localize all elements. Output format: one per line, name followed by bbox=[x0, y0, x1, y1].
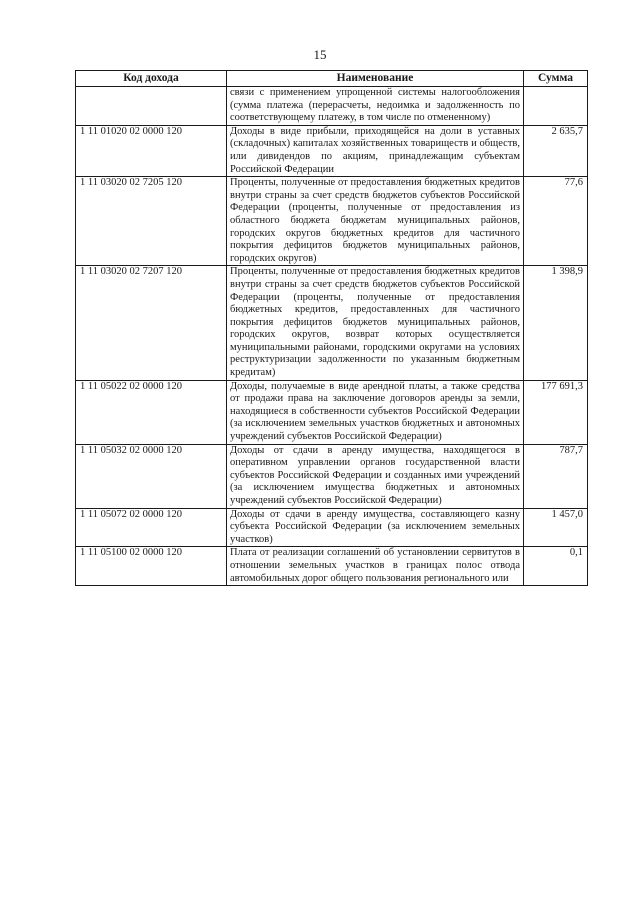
table-row bbox=[76, 547, 588, 586]
table-row bbox=[76, 508, 588, 547]
header-name: Наименование bbox=[227, 71, 524, 87]
table-row bbox=[76, 87, 588, 126]
row-name: Доходы, получаемые в виде арендной платы, а также средства от продажи права на заключение договоров аренды за земли, находящиеся в собственности субъектов Российской Федерации (за исключением земельных участков бюджетных и автономных учреждений субъектов Российской Федерации) bbox=[227, 380, 524, 444]
row-sum: 77,6 bbox=[524, 177, 588, 266]
row-name: связи с применением упрощенной системы налогообложения (сумма платежа (перерасчеты, недоимка и задолженность по соответствующему платежу, в том числе по отмененному) bbox=[227, 87, 524, 126]
table-row bbox=[76, 125, 588, 176]
row-code: 1 11 05022 02 0000 120 bbox=[76, 380, 227, 444]
row-name: Проценты, полученные от предоставления бюджетных кредитов внутри страны за счет средств бюджетов субъектов Российской Федерации (проценты, полученные от предоставления бюджетных кредитов, предоставленных для частичного покрытия дефицитов бюджетов муниципальных районов, городских округов, возврат которых осуществляется муниципальными районами, городскими округами на условиях реструктуризации задолженности по указанным бюджетным кредитам) bbox=[227, 266, 524, 380]
table-row bbox=[76, 444, 588, 508]
header-sum: Сумма bbox=[524, 71, 588, 87]
row-code: 1 11 03020 02 7207 120 bbox=[76, 266, 227, 380]
table-row bbox=[76, 266, 588, 380]
table-header-row bbox=[76, 71, 588, 87]
row-sum: 177 691,3 bbox=[524, 380, 588, 444]
row-name: Доходы от сдачи в аренду имущества, находящегося в оперативном управлении органов государственной власти субъектов Российской Федерации и созданных ими учреждений (за исключением имущества бюджетных и автономных учреждений субъектов Российской Федерации) bbox=[227, 444, 524, 508]
row-sum: 1 398,9 bbox=[524, 266, 588, 380]
row-sum: 1 457,0 bbox=[524, 508, 588, 547]
row-name: Доходы в виде прибыли, приходящейся на доли в уставных (складочных) капиталах хозяйственных товариществ и обществ, или дивидендов по акциям, принадлежащим субъектам Российской Федерации bbox=[227, 125, 524, 176]
table-row bbox=[76, 380, 588, 444]
row-name: Доходы от сдачи в аренду имущества, составляющего казну субъекта Российской Федерации (за исключением земельных участков) bbox=[227, 508, 524, 547]
row-code: 1 11 01020 02 0000 120 bbox=[76, 125, 227, 176]
row-name: Проценты, полученные от предоставления бюджетных кредитов внутри страны за счет средств бюджетов субъектов Российской Федерации (проценты, полученные от предоставления из областного бюджета бюджетам муниципальных районов, городских округов бюджетных кредитов для частичного покрытия дефицитов бюджетов муниципальных районов, городских округов) bbox=[227, 177, 524, 266]
row-code bbox=[76, 87, 227, 126]
income-table bbox=[75, 70, 588, 586]
header-code: Код дохода bbox=[76, 71, 227, 87]
row-code: 1 11 03020 02 7205 120 bbox=[76, 177, 227, 266]
row-sum: 787,7 bbox=[524, 444, 588, 508]
row-sum: 2 635,7 bbox=[524, 125, 588, 176]
table-row bbox=[76, 177, 588, 266]
row-sum bbox=[524, 87, 588, 126]
row-code: 1 11 05072 02 0000 120 bbox=[76, 508, 227, 547]
row-sum: 0,1 bbox=[524, 547, 588, 586]
row-code: 1 11 05032 02 0000 120 bbox=[76, 444, 227, 508]
page-number: 15 bbox=[313, 47, 327, 62]
row-name: Плата от реализации соглашений об установлении сервитутов в отношении земельных участков в границах полос отвода автомобильных дорог общего пользования регионального или bbox=[227, 547, 524, 586]
row-code: 1 11 05100 02 0000 120 bbox=[76, 547, 227, 586]
